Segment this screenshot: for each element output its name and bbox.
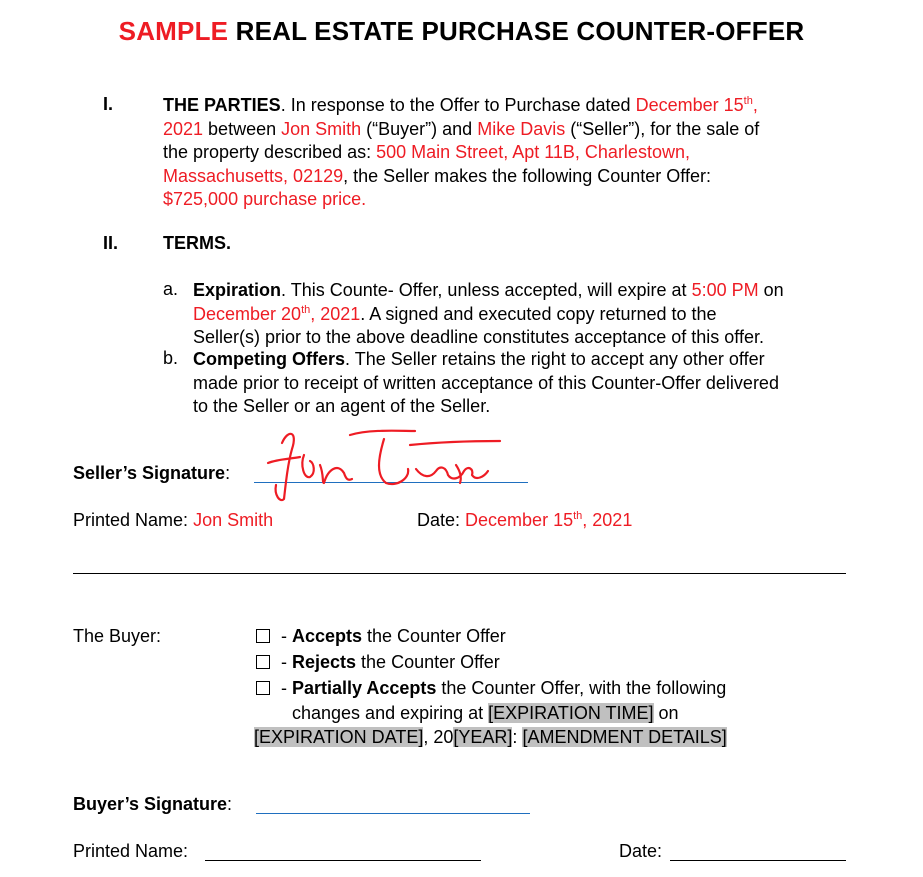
seller-date-value: December 15th, 2021 — [465, 510, 633, 530]
term-a-paragraph: Expiration. This Counte- Offer, unless accepted, will expire at 5:00 PM on December 20th, 2021. A signed and executed copy returned to the Seller(s) prior to the above deadline constitutes acceptance of this offer. — [193, 280, 784, 347]
document-title — [0, 16, 923, 47]
sample-word: SAMPLE — [118, 16, 229, 46]
terms-heading: TERMS. — [163, 233, 232, 253]
seller-printed-name-value: Jon Smith — [193, 510, 274, 530]
expiration-time-placeholder[interactable]: [EXPIRATION TIME] — [488, 703, 654, 723]
buyer-date-line[interactable] — [670, 860, 846, 861]
buyer-name: Jon Smith — [281, 118, 362, 139]
offer-date: December 15th, — [635, 95, 758, 115]
buyer-printed-name-line[interactable] — [205, 860, 481, 861]
title-text: REAL ESTATE PURCHASE COUNTER-OFFER — [228, 16, 805, 46]
section-1-numeral: I. — [103, 94, 114, 114]
seller-printed-name: Printed Name: Jon Smith — [73, 510, 274, 530]
option-partial-line3: [EXPIRATION DATE], 20[YEAR]: [AMENDMENT DETAILS] — [254, 727, 727, 747]
seller-name: Mike Davis — [477, 118, 566, 139]
year-placeholder[interactable]: [YEAR] — [453, 727, 513, 747]
property-address: 500 Main Street, Apt 11B, Charlestown, — [376, 142, 690, 162]
accepts-checkbox[interactable] — [256, 629, 270, 643]
purchase-price: $725,000 purchase price. — [163, 189, 367, 209]
buyer-signature-label: Buyer’s Signature: — [73, 794, 233, 814]
term-a-marker: a. — [163, 279, 179, 299]
section-divider — [73, 573, 846, 574]
buyer-label: The Buyer: — [73, 626, 162, 646]
section-2-numeral: II. — [103, 233, 119, 253]
option-rejects: - Rejects the Counter Offer — [256, 652, 500, 673]
seller-signature-label: Seller’s Signature: — [73, 463, 231, 483]
seller-signature-scribble — [260, 425, 510, 505]
term-b-marker: b. — [163, 348, 179, 368]
option-accepts: - Accepts the Counter Offer — [256, 626, 506, 647]
partial-checkbox[interactable] — [256, 681, 270, 695]
rejects-checkbox[interactable] — [256, 655, 270, 669]
buyer-date-label: Date: — [619, 841, 663, 861]
expiration-time: 5:00 PM — [691, 280, 759, 300]
amendment-details-placeholder[interactable]: [AMENDMENT DETAILS] — [522, 727, 727, 747]
property-address-2: Massachusetts, 02129 — [163, 165, 344, 186]
parties-paragraph: THE PARTIES. In response to the Offer to Purchase dated December 15th, 2021 between Jon Smith (“Buyer”) and Mike Davis (“Seller”), for the sale of the property described as: 500 Main Street, Apt 11B, Charlestown, Massachusetts, 02129, the Seller makes the following Counter Offer: $725,000 purchase price. — [163, 95, 760, 209]
term-a-heading: Expiration — [193, 280, 282, 300]
seller-date: Date: December 15th, 2021 — [417, 510, 633, 530]
term-b-heading: Competing Offers — [193, 349, 346, 369]
offer-year: 2021 — [163, 118, 204, 139]
term-b-paragraph: Competing Offers. The Seller retains the right to accept any other offer made prior to receipt of written acceptance of this Counter-Offer delivered to the Seller or an agent of the Seller. — [193, 349, 779, 416]
buyer-printed-name-label: Printed Name: — [73, 841, 189, 861]
option-partial-line2: changes and expiring at [EXPIRATION TIME] on — [292, 703, 679, 723]
expiration-date: December 20th, 2021 — [193, 303, 361, 324]
buyer-signature-line[interactable] — [256, 813, 530, 814]
parties-heading: THE PARTIES — [163, 95, 281, 115]
option-partial: - Partially Accepts the Counter Offer, with the following — [256, 678, 726, 699]
expiration-date-placeholder[interactable]: [EXPIRATION DATE] — [254, 727, 424, 747]
